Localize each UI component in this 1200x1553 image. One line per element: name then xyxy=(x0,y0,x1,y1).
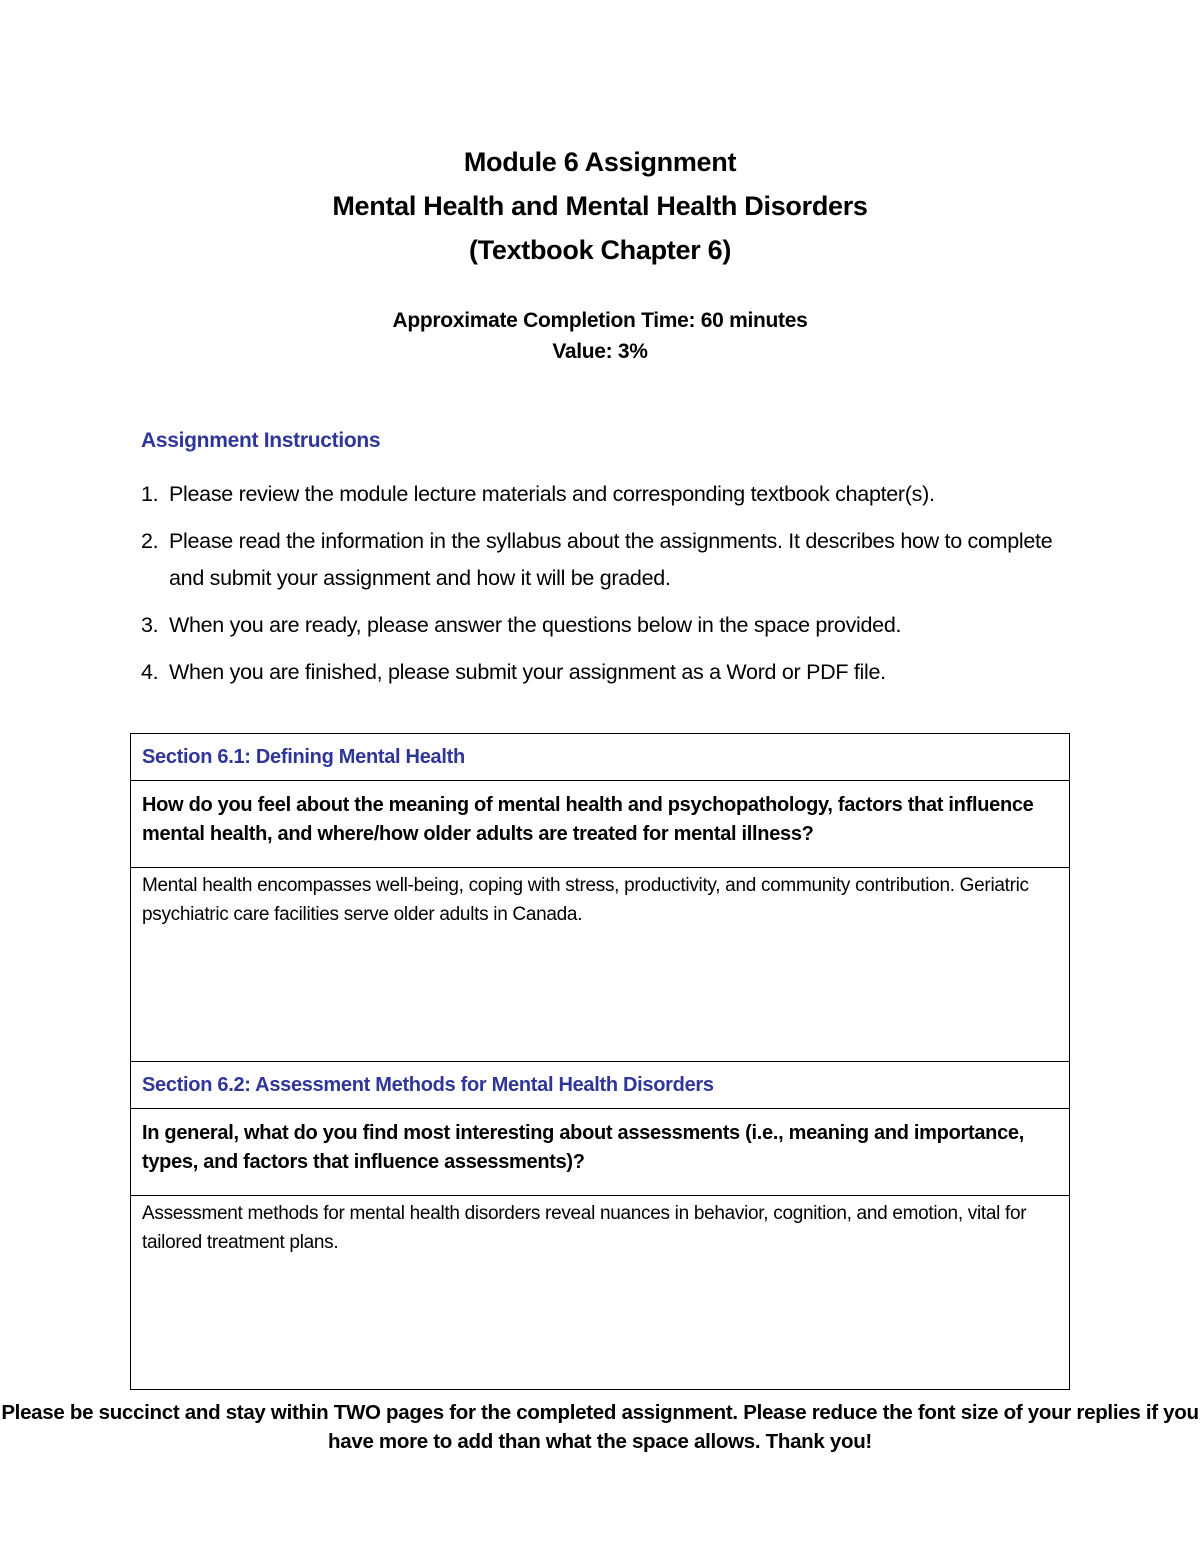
instructions-list xyxy=(141,476,1071,701)
document-subtitle: Mental Health and Mental Health Disorders xyxy=(332,191,868,221)
section-answer[interactable]: Mental health encompasses well-being, coping with stress, productivity, and community contribution. Geriatric psychiatric care facilities serve older adults in Canada. xyxy=(131,868,1070,1062)
instruction-number: 4. xyxy=(141,660,159,684)
instruction-text: Please review the module lecture materials and corresponding textbook chapter(s). xyxy=(169,482,935,506)
instruction-number: 2. xyxy=(141,529,159,553)
completion-time: Approximate Completion Time: 60 minutes xyxy=(392,309,808,332)
section-title: Section 6.1: Defining Mental Health xyxy=(131,734,1070,781)
section-title: Section 6.2: Assessment Methods for Mental Health Disorders xyxy=(131,1062,1070,1109)
instruction-item xyxy=(141,654,1071,691)
assignment-value: Value: 3% xyxy=(552,340,648,363)
instruction-text: When you are finished, please submit your assignment as a Word or PDF file. xyxy=(169,660,886,684)
sections-table xyxy=(130,733,1070,1390)
document-title: Module 6 Assignment xyxy=(463,147,737,177)
section-question: How do you feel about the meaning of mental health and psychopathology, factors that influence mental health, and where/how older adults are treated for mental illness? xyxy=(131,781,1070,868)
instruction-item xyxy=(141,523,1071,597)
instruction-item xyxy=(141,476,1071,513)
section-question: In general, what do you find most interesting about assessments (i.e., meaning and importance, types, and factors that influence assessments)? xyxy=(131,1109,1070,1196)
instruction-text: When you are ready, please answer the questions below in the space provided. xyxy=(169,613,902,637)
instruction-item xyxy=(141,607,1071,644)
assignment-meta xyxy=(0,305,1200,367)
document-title-block xyxy=(0,140,1200,272)
instruction-text: Please read the information in the syllabus about the assignments. It describes how to complete and submit your assignment and how it will be graded. xyxy=(169,529,1053,590)
instruction-number: 1. xyxy=(141,482,159,506)
textbook-chapter: (Textbook Chapter 6) xyxy=(468,235,732,265)
section-answer[interactable]: Assessment methods for mental health disorders reveal nuances in behavior, cognition, and emotion, vital for tailored treatment plans. xyxy=(131,1196,1070,1390)
instructions-heading: Assignment Instructions xyxy=(141,429,381,452)
instruction-number: 3. xyxy=(141,613,159,637)
footer-note: Please be succinct and stay within TWO pages for the completed assignment. Please reduce the font size of your replies if you have more to add than what the space allows. Thank you! xyxy=(1,1401,1199,1453)
